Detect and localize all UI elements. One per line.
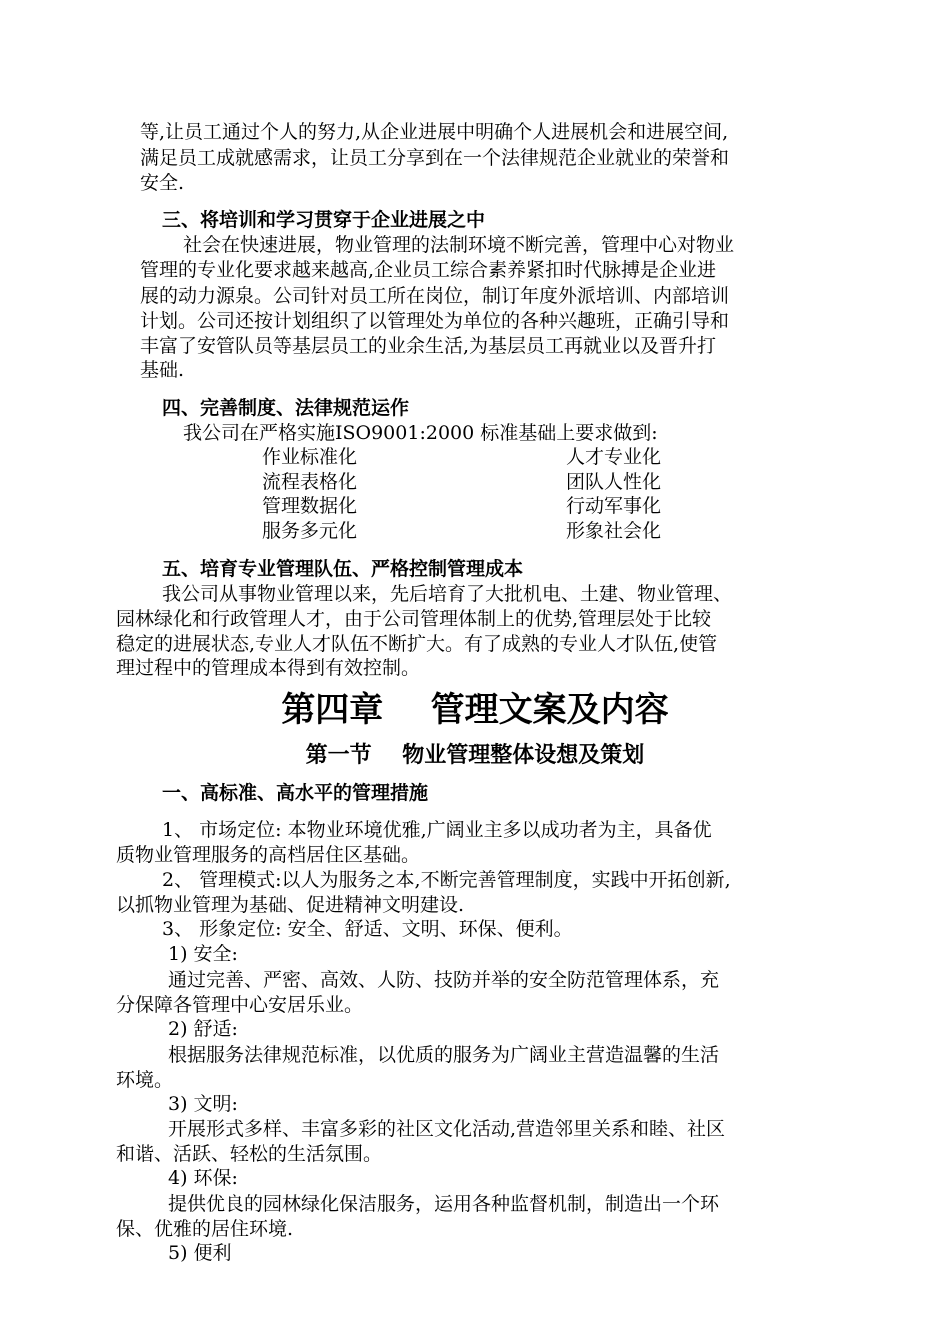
- list-label: 1) 安全:: [168, 943, 238, 965]
- paragraph-line: 展的动力源泉。公司针对员工所在岗位，制订年度外派培训、内部培训: [140, 285, 730, 307]
- paragraph-line: 基础.: [140, 359, 185, 381]
- list-label: 3) 文明:: [168, 1093, 238, 1115]
- paragraph-line: 稳定的进展状态,专业人才队伍不断扩大。有了成熟的专业人才队伍,使管: [116, 633, 718, 655]
- section-heading: 五、培育专业管理队伍、严格控制管理成本: [162, 558, 524, 580]
- paragraph-line: 园林绿化和行政管理人才，由于公司管理体制上的优势,管理层处于比较: [116, 608, 712, 630]
- paragraph-line: 提供优良的园林绿化保洁服务，运用各种监督机制，制造出一个环: [168, 1193, 720, 1215]
- paragraph-line: 我公司在严格实施ISO9001:2000 标准基础上要求做到:: [183, 422, 658, 444]
- chapter-title: 第四章 管理文案及内容: [281, 690, 669, 730]
- paragraph-line: 以抓物业管理为基础、促进精神文明建设.: [116, 894, 465, 916]
- paragraph-line: 通过完善、严密、高效、人防、技防并举的安全防范管理体系，充: [168, 969, 720, 991]
- intro-line: 满足员工成就感需求，让员工分享到在一个法律规范企业就业的荣誉和: [140, 147, 730, 169]
- paragraph-line: 3、 形象定位: 安全、舒适、文明、环保、便利。: [162, 918, 573, 940]
- requirement-item: 作业标准化: [262, 446, 358, 468]
- section-heading: 四、完善制度、法律规范运作: [162, 397, 410, 419]
- intro-line: 等,让员工通过个人的努力,从企业进展中明确个人进展机会和进展空间,: [140, 121, 729, 143]
- requirement-item: 人才专业化: [566, 446, 662, 468]
- intro-line: 安全.: [140, 172, 185, 194]
- paragraph-line: 和谐、活跃、轻松的生活氛围。: [116, 1143, 383, 1165]
- requirement-item: 行动军事化: [566, 495, 662, 517]
- list-label: 2) 舒适:: [168, 1018, 238, 1040]
- paragraph-line: 丰富了安管队员等基层员工的业余生活,为基层员工再就业以及晋升打: [140, 335, 717, 357]
- requirement-item: 管理数据化: [262, 495, 358, 517]
- paragraph-line: 管理的专业化要求越来越高,企业员工综合素养紧扣时代脉搏是企业进: [140, 259, 717, 281]
- requirement-item: 流程表格化: [262, 471, 358, 493]
- section-title: 第一节 物业管理整体设想及策划: [305, 743, 645, 768]
- paragraph-line: 质物业管理服务的高档居住区基础。: [116, 844, 421, 866]
- paragraph-line: 根据服务法律规范标准，以优质的服务为广阔业主营造温馨的生活: [168, 1044, 720, 1066]
- paragraph-line: 计划。公司还按计划组织了以管理处为单位的各种兴趣班，正确引导和: [140, 310, 730, 332]
- requirement-item: 服务多元化: [262, 520, 358, 542]
- paragraph-line: 我公司从事物业管理以来，先后培育了大批机电、土建、物业管理、: [162, 583, 733, 605]
- section-heading: 一、高标准、高水平的管理措施: [162, 782, 429, 804]
- paragraph-line: 2、 管理模式:以人为服务之本,不断完善管理制度，实践中开拓创新,: [162, 869, 731, 891]
- requirement-item: 团队人性化: [566, 471, 662, 493]
- requirement-item: 形象社会化: [566, 520, 662, 542]
- paragraph-line: 分保障各管理中心安居乐业。: [116, 994, 364, 1016]
- paragraph-line: 环境。: [116, 1069, 174, 1091]
- section-heading: 三、将培训和学习贯穿于企业进展之中: [162, 209, 486, 231]
- paragraph-line: 1、 市场定位: 本物业环境优雅,广阔业主多以成功者为主，具备优: [162, 819, 712, 841]
- paragraph-line: 理过程中的管理成本得到有效控制。: [116, 657, 421, 679]
- list-label: 5) 便利: [168, 1242, 232, 1264]
- paragraph-line: 保、优雅的居住环境.: [116, 1218, 294, 1240]
- paragraph-line: 社会在快速进展，物业管理的法制环境不断完善，管理中心对物业: [183, 234, 735, 256]
- paragraph-line: 开展形式多样、丰富多彩的社区文化活动,营造邻里关系和睦、社区: [168, 1118, 726, 1140]
- list-label: 4) 环保:: [168, 1167, 238, 1189]
